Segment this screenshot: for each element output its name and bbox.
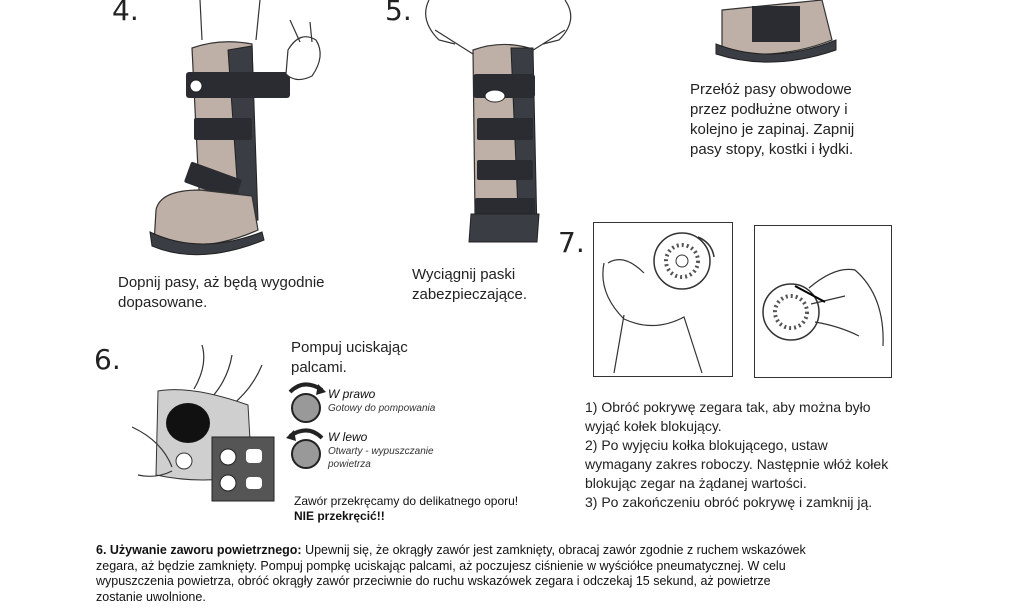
rotate-right-title: W prawo (328, 387, 376, 401)
step-4-illustration (140, 0, 340, 260)
step-6-pump-line2: palcami. (291, 359, 347, 376)
step-straps-illustration (712, 0, 842, 64)
step-6-pump-caption (291, 338, 408, 378)
step-7-line1: 1) Obróć pokrywę zegara tak, aby można było (585, 399, 871, 415)
step-4-caption (118, 273, 325, 313)
step-straps-caption-line4: pasy stopy, kostki i łydki. (690, 141, 854, 158)
rotate-left-label (328, 430, 434, 471)
step-7-number: 7. (558, 226, 585, 259)
step-straps-caption (690, 80, 854, 160)
step-7-line5: blokując zegar na żądanej wartości. (585, 475, 807, 491)
step-6-pump-illustration (132, 345, 282, 505)
rotate-right-label (328, 387, 435, 415)
step-straps-caption-line1: Przełóż pasy obwodowe (690, 81, 852, 98)
valve-usage-line3: wypuszczenia powietrza, obróć okrągły zawór przeciwnie do ruchu wskazówek zegara i odczekaj 15 sekund, aż powietrze (96, 574, 771, 588)
step-7-instructions (585, 398, 888, 512)
valve-usage-line2: zegara, aż będzie zamknięty. Pompuj pompkę uciskając palcami, aż poczujesz ciśnienie w wyściółce pneumatycznej. W celu (96, 558, 786, 573)
step-4-number: 4. (112, 0, 139, 27)
rotate-left-desc-line1: Otwarty - wypuszczanie (328, 446, 434, 457)
step-4-caption-line1: Dopnij pasy, aż będą wygodnie (118, 274, 325, 291)
step-5-illustration (415, 0, 590, 250)
step-4-caption-line2: dopasowane. (118, 294, 208, 311)
step-5-caption-line2: zabezpieczające. (412, 286, 528, 303)
step-5-caption (412, 265, 527, 305)
step-7-image-1 (593, 222, 733, 377)
step-straps-caption-line2: przez podłużne otwory i (690, 101, 848, 118)
valve-usage-line4: zostanie uwolnione. (96, 589, 206, 604)
step-7-line6: 3) Po zakończeniu obróć pokrywę i zamknij ją. (585, 494, 873, 510)
rotate-right-icon (284, 380, 328, 424)
step-6-number: 6. (94, 343, 121, 376)
rotate-left-desc-line2: powietrza (328, 459, 371, 470)
step-5-caption-line1: Wyciągnij paski (412, 266, 516, 283)
rotate-left-title: W lewo (328, 430, 368, 444)
rotate-right-desc: Gotowy do pompowania (328, 403, 436, 414)
rotate-left-icon (284, 426, 328, 470)
step-straps-caption-line3: kolejno je zapinaj. Zapnij (690, 121, 855, 138)
step-6-pump-line1: Pompuj uciskając (291, 339, 408, 356)
valve-usage-heading: 6. Używanie zaworu powietrznego: (96, 543, 302, 557)
step-7-line3: 2) Po wyjęciu kołka blokującego, ustaw (585, 437, 828, 453)
valve-usage-paragraph (96, 543, 976, 605)
step-5-number: 5. (385, 0, 412, 27)
step-6-warning-line1: Zawór przekręcamy do delikatnego oporu! (294, 494, 519, 508)
valve-usage-line1: Upewnij się, że okrągły zawór jest zamknięty, obracaj zawór zgodnie z ruchem wskazówek (301, 543, 806, 557)
step-7-line4: wymagany zakres roboczy. Następnie włóż kołek (585, 456, 889, 472)
step-6-warning-line2: NIE przekręcić!! (294, 509, 385, 523)
step-6-warning (294, 494, 518, 524)
step-7-image-2 (754, 225, 892, 378)
step-7-line2: wyjąć kołek blokujący. (585, 418, 722, 434)
